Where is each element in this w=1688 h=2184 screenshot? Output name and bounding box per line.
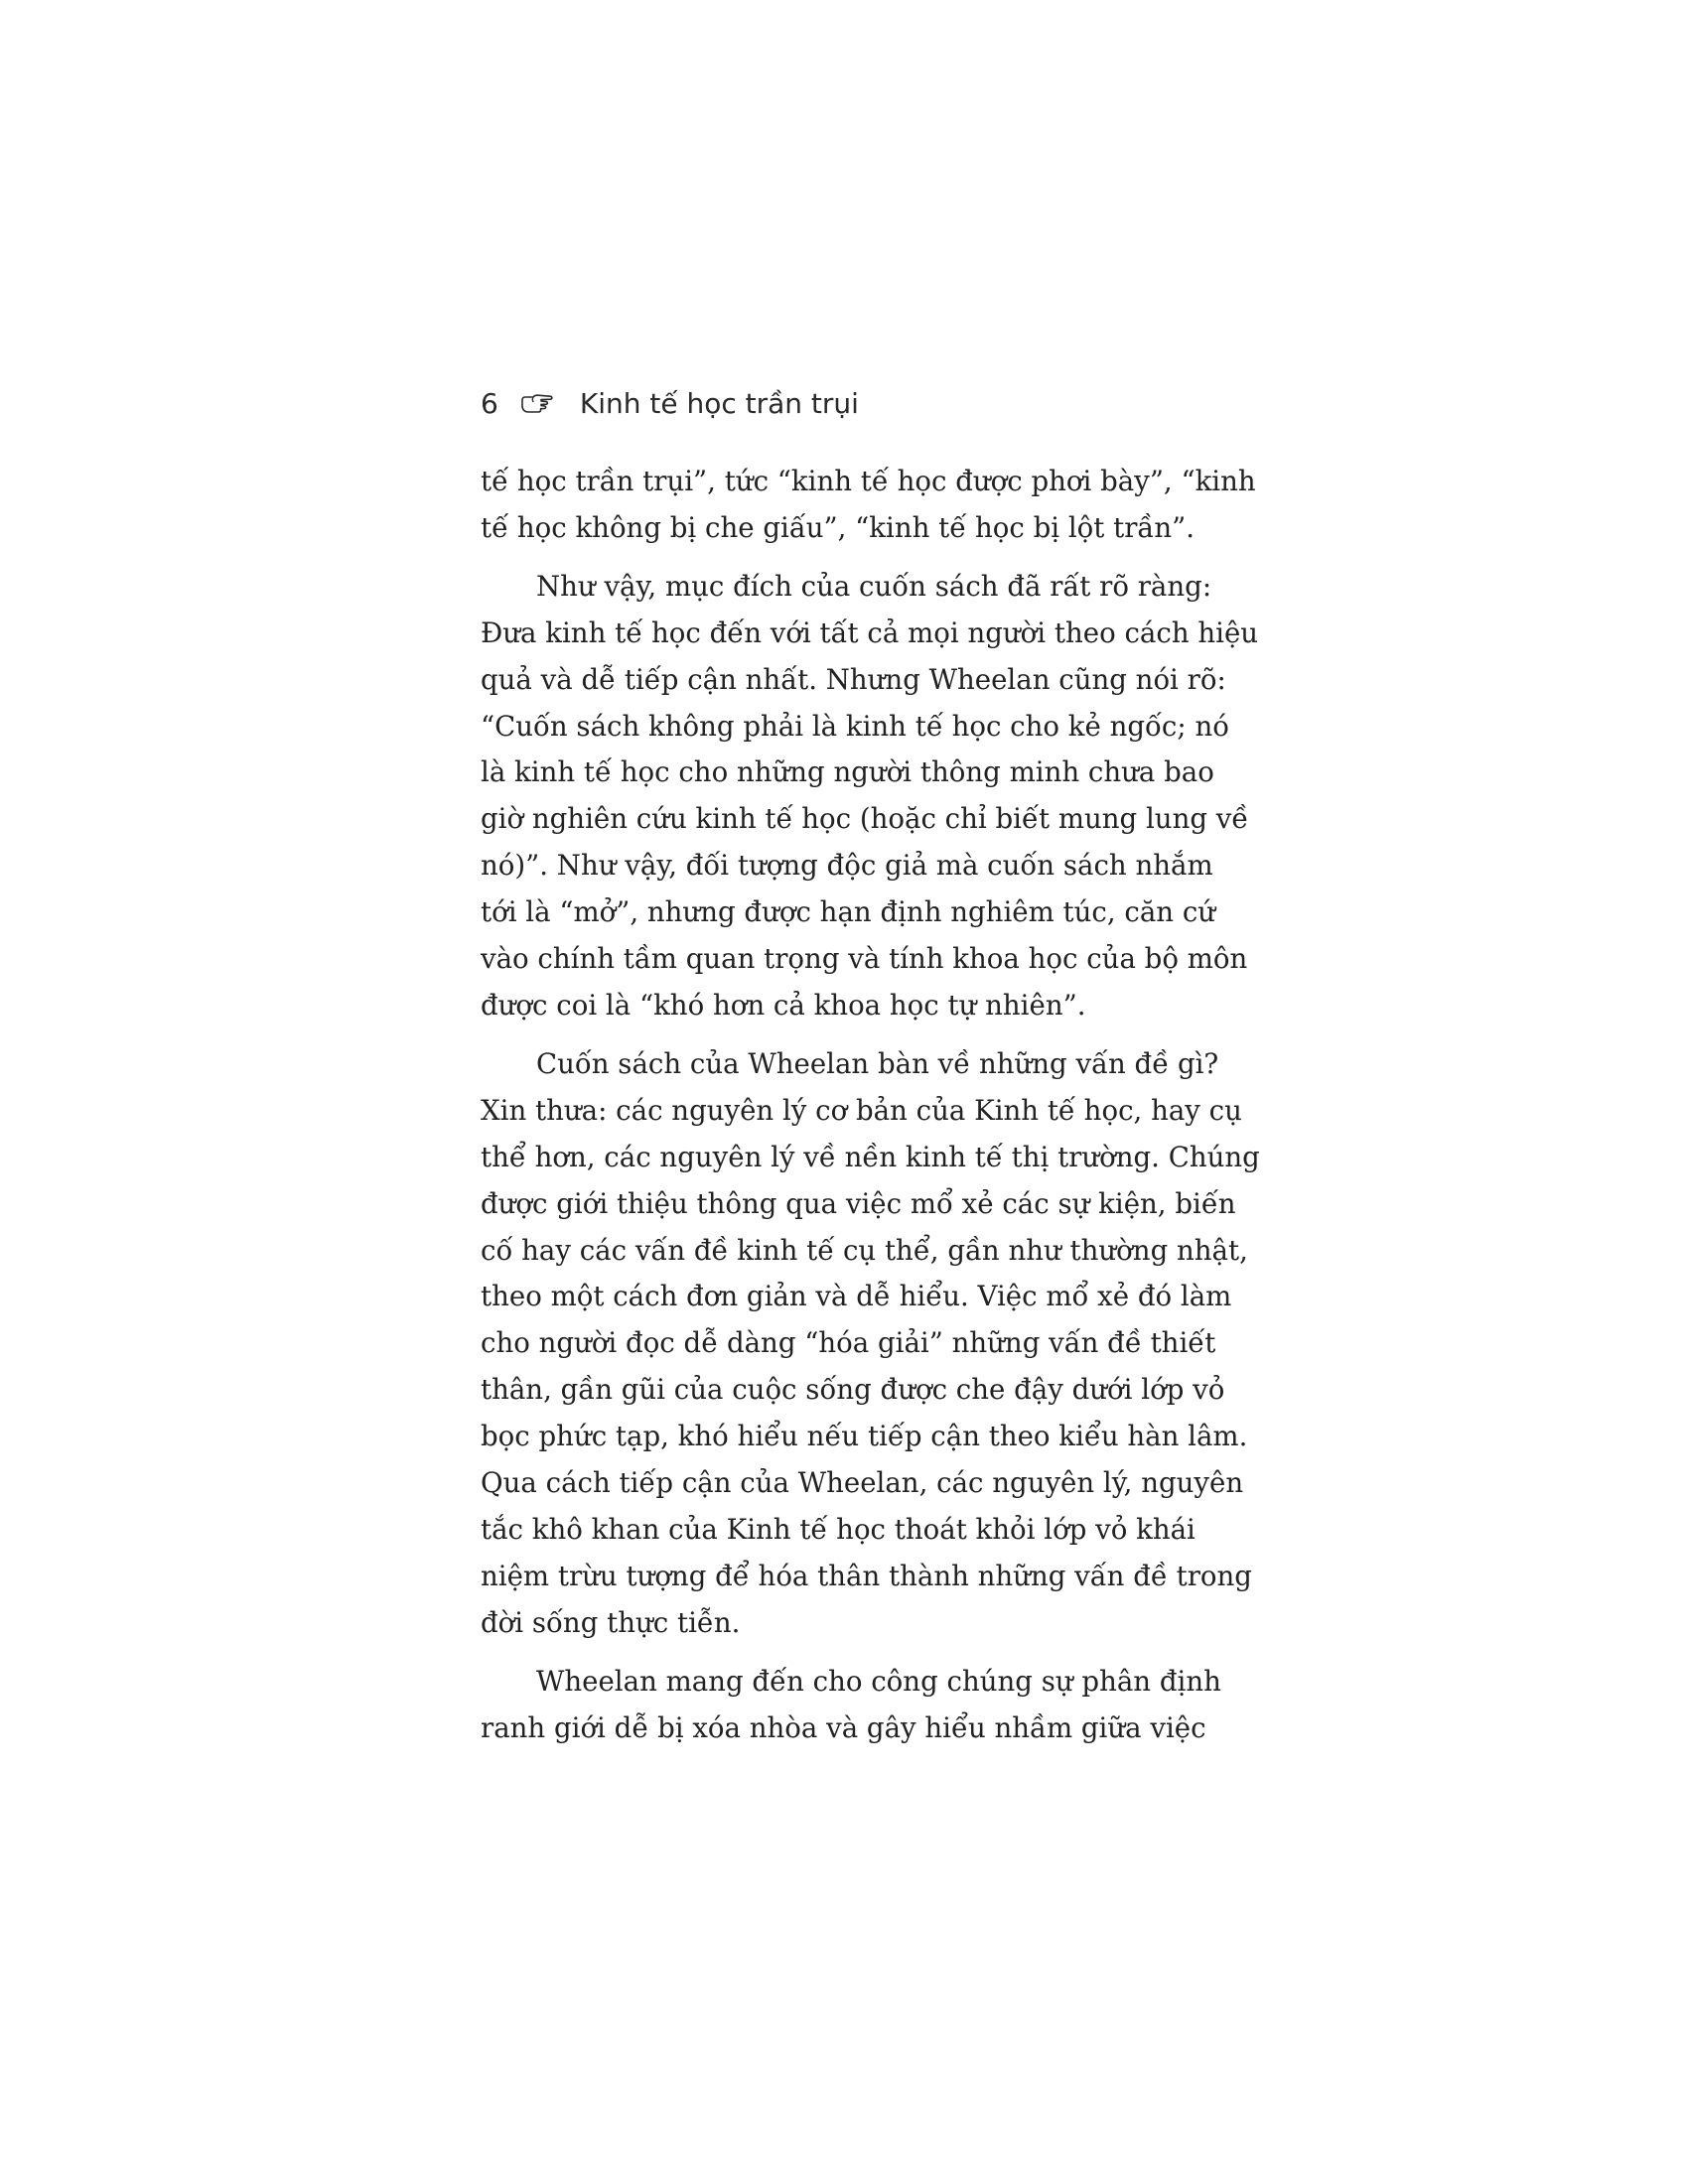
text-line: là kinh tế học cho những người thông minh chưa bao (481, 755, 1214, 789)
text-line: được giới thiệu thông qua việc mổ xẻ các sự kiện, biến (481, 1186, 1236, 1220)
text-line: được coi là “khó hơn cả khoa học tự nhiên”. (481, 988, 1086, 1022)
text-line: ranh giới dễ bị xóa nhòa và gây hiểu nhầm giữa việc (481, 1710, 1206, 1744)
text-line: tới là “mở”, nhưng được hạn định nghiêm túc, căn cứ (481, 895, 1216, 929)
text-line: đời sống thực tiễn. (481, 1605, 741, 1639)
text-line: cố hay các vấn đề kinh tế cụ thể, gần như thường nhật, (481, 1233, 1248, 1267)
text-line: Qua cách tiếp cận của Wheelan, các nguyên lý, nguyên (481, 1466, 1244, 1500)
paragraph-4 (481, 1659, 1221, 1752)
pointing-hand-icon (520, 393, 554, 413)
paragraph-2 (481, 564, 1259, 1029)
text-line: thân, gần gũi của cuộc sống được che đậy dưới lớp vỏ (481, 1373, 1225, 1407)
text-line: bọc phức tạp, khó hiểu nếu tiếp cận theo kiểu hàn lâm. (481, 1420, 1248, 1453)
body-text (481, 459, 1260, 1763)
text-line: Đưa kinh tế học đến với tất cả mọi người theo cách hiệu (481, 615, 1259, 649)
text-line: theo một cách đơn giản và dễ hiểu. Việc mổ xẻ đó làm (481, 1280, 1232, 1313)
text-line: giờ nghiên cứu kinh tế học (hoặc chỉ biết mung lung về (481, 802, 1249, 836)
page-number: 6 (481, 386, 498, 420)
text-line: Cuốn sách của Wheelan bàn về những vấn đề gì? (536, 1046, 1219, 1080)
text-line: vào chính tầm quan trọng và tính khoa học của bộ môn (481, 942, 1248, 976)
text-line: niệm trừu tượng để hóa thân thành những vấn đề trong (481, 1559, 1252, 1592)
text-line: “Cuốn sách không phải là kinh tế học cho kẻ ngốc; nó (481, 709, 1229, 743)
running-header (481, 381, 859, 425)
text-line: cho người đọc dễ dàng “hóa giải” những vấn đề thiết (481, 1326, 1216, 1360)
paragraph-1 (481, 459, 1256, 552)
text-line: Wheelan mang đến cho công chúng sự phân định (536, 1664, 1221, 1698)
text-line: Như vậy, mục đích của cuốn sách đã rất rõ ràng: (536, 569, 1212, 603)
book-title: Kinh tế học trần trụi (579, 386, 859, 420)
text-line: nó)”. Như vậy, đối tượng độc giả mà cuốn sách nhắm (481, 849, 1213, 883)
paragraph-3 (481, 1041, 1260, 1647)
text-line: tế học không bị che giấu”, “kinh tế học bị lột trần”. (481, 510, 1195, 544)
text-line: thể hơn, các nguyên lý về nền kinh tế thị trường. Chúng (481, 1140, 1260, 1173)
text-line: Xin thưa: các nguyên lý cơ bản của Kinh tế học, hay cụ (481, 1093, 1242, 1127)
text-line: tế học trần trụi”, tức “kinh tế học được phơi bày”, “kinh (481, 465, 1256, 497)
text-line: quả và dễ tiếp cận nhất. Nhưng Wheelan cũng nói rõ: (481, 662, 1226, 696)
text-line: tắc khô khan của Kinh tế học thoát khỏi lớp vỏ khái (481, 1512, 1196, 1546)
